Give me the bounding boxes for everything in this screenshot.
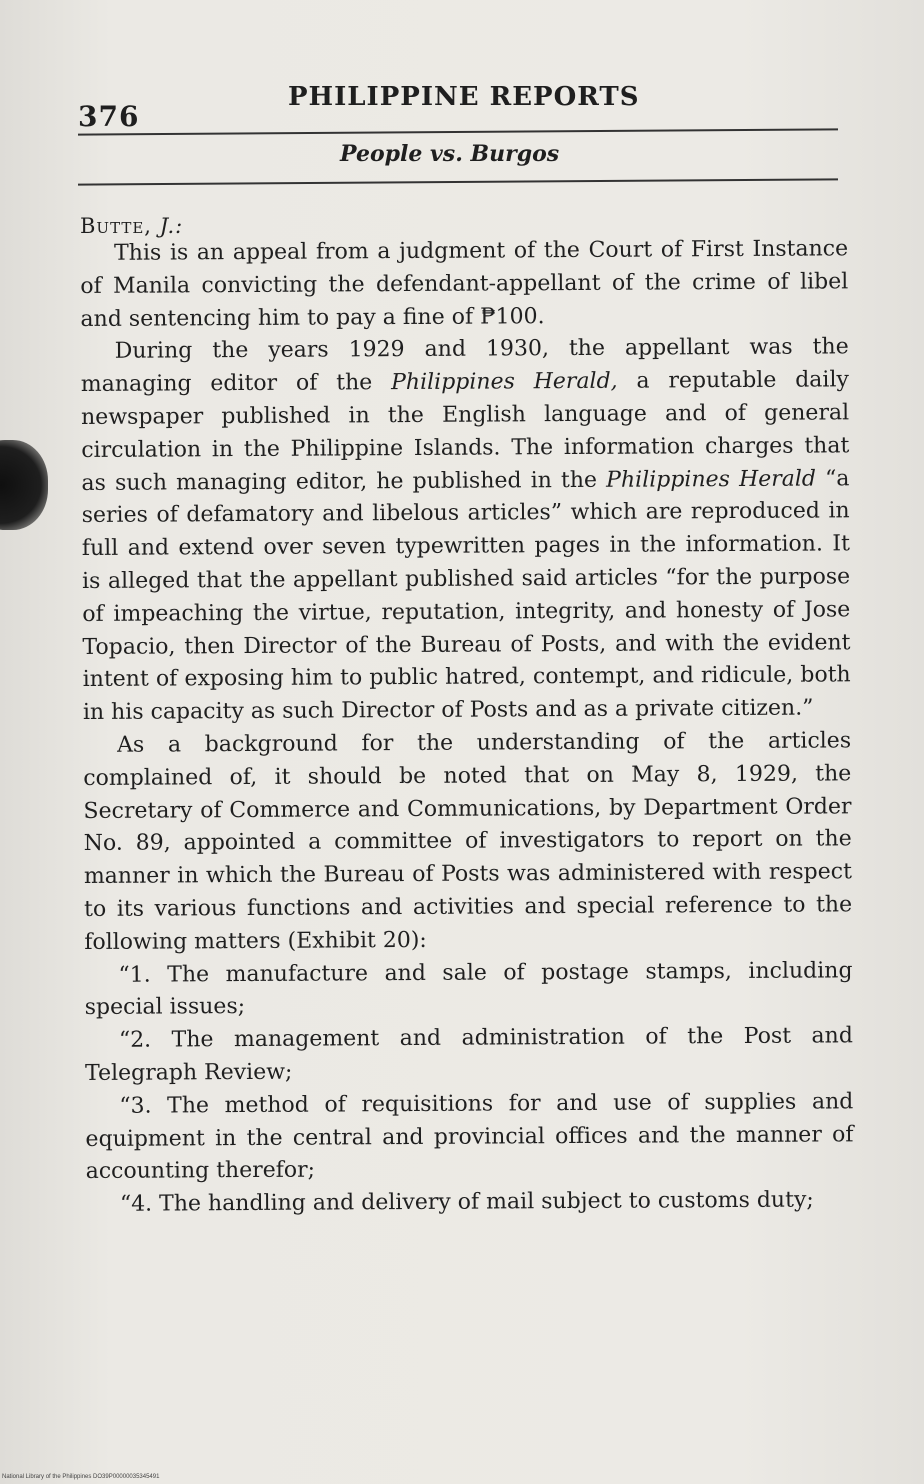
- quoted-item: “4. The handling and delivery of mail subject to customs duty;: [119, 1187, 814, 1217]
- paragraph: During the years 1929 and 1930, the appellant was the managing editor of the Philippines Herald, a reputable daily newspaper published in the English language and of general circulation in the Philippine Islands. The information charges that as such managing editor, he published in the Philippines Herald “a series of defamatory and libelous articles” which are reproduced in full and extend over seven typewritten pages in the information. It is alleged that the appellant published said articles “for the purpose of impeaching the virtue, reputation, integrity, and honesty of Jose Topacio, then Director of the Bureau of Posts, and with the evident intent of exposing him to public hatred, contempt, and ridicule, both in his capacity as such Director of Posts and as a private citizen.”: [80, 334, 851, 726]
- quoted-item: “3. The method of requisitions for and use of supplies and equipment in the central and provincial offices and the manner of accounting therefor;: [85, 1089, 854, 1185]
- running-title: PHILIPPINE REPORTS: [288, 82, 640, 112]
- case-title: People vs. Burgos: [340, 141, 560, 167]
- author-suffix: J.:: [159, 214, 184, 238]
- opinion-body: [80, 233, 854, 1222]
- newspaper-name: Philippines Herald: [606, 466, 817, 493]
- paragraph: As a background for the understanding of the articles complained of, it should be noted that on May 8, 1929, the Secretary of Commerce and Communications, by Department Order No. 89, appointed a committee of investigators to report on the manner in which the Bureau of Posts was administered with respect to its various functions and activities and special reference to the following matters (Exhibit 20):: [83, 728, 853, 955]
- quoted-item: “2. The management and administration of the Post and Telegraph Review;: [85, 1023, 853, 1086]
- author-name: Butte,: [80, 214, 152, 238]
- newspaper-name: Philippines Herald,: [391, 368, 618, 396]
- scanner-thumb-shadow: [0, 440, 48, 530]
- scan-credit: National Library of the Philippines DO39P00000035345491: [2, 1474, 160, 1480]
- header-rule-bottom: [78, 178, 838, 185]
- page-number: 376: [78, 100, 140, 133]
- quoted-item: “1. The manufacture and sale of postage stamps, including special issues;: [84, 957, 853, 1021]
- header-rule-top: [78, 128, 838, 135]
- paragraph: This is an appeal from a judgment of the Court of First Instance of Manila convicting the defendant-appellant of the crime of libel and sentencing him to pay a fine of ₱100.: [80, 236, 849, 332]
- opinion-author: [80, 214, 183, 238]
